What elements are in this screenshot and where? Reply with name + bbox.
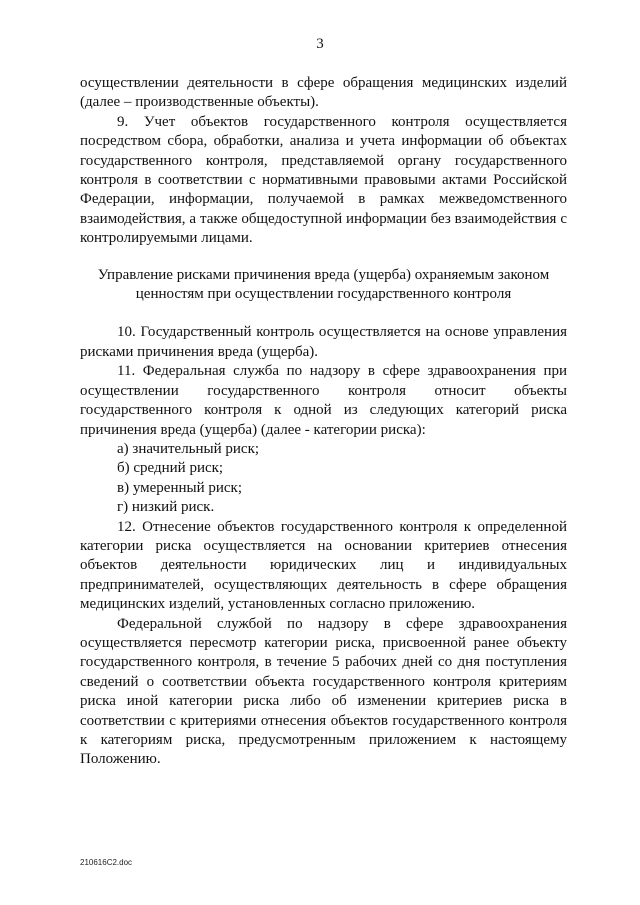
risk-category-b: б) средний риск;	[117, 460, 224, 477]
paragraph-9: 9. Учет объектов государственного контроля осуществляется посредством сбора, обработки, анализа и учета информации об объектах государственного контроля, представляемой органу государственного контроля в соответствии с нормативными правовыми актами Российской Федерации, информации, получаемой в рамках межведомственного взаимодействия, а также общедоступной информации без взаимодействия с контролируемыми лицами.	[80, 113, 567, 247]
section-heading-line-1: Управление рисками причинения вреда (ущерба) охраняемым законом	[97, 266, 550, 283]
paragraph-10: 10. Государственный контроль осуществляется на основе управления рисками причинения вреда (ущерба).	[80, 324, 567, 360]
risk-category-c: в) умеренный риск;	[117, 479, 242, 496]
section-heading	[80, 266, 567, 305]
page-number: 3	[316, 36, 324, 52]
paragraph-12: 12. Отнесение объектов государственного контроля к определенной категории риска осуществляется на основании критериев отнесения объектов деятельности юридических лиц и индивидуальных предпринимателей, осуществляющих деятельность в сфере обращения медицинских изделий, установленных согласно приложению.	[80, 518, 567, 613]
section-heading-line-2: ценностям при осуществлении государственного контроля	[135, 286, 512, 303]
document-body	[80, 74, 567, 770]
paragraph-11: 11. Федеральная служба по надзору в сфере здравоохранения при осуществлении государственного контроля относит объекты государственного контроля к одной из следующих категорий риска причинения вреда (ущерба) (далее - категории риска):	[80, 363, 567, 438]
footer-document-code: 210616C2.doc	[80, 858, 133, 867]
paragraph-12-continuation: Федеральной службой по надзору в сфере здравоохранения осуществляется пересмотр категории риска, присвоенной ранее объекту государственного контроля, в течение 5 рабочих дней со дня поступления сведений о соответствии объекта государственного контроля критериям риска иной категории риска либо об изменении критериев риска в соответствии с критериями отнесения объектов государственного контроля к категориям риска, предусмотренным приложением к настоящему Положению.	[80, 615, 567, 768]
paragraph-continuation: осуществлении деятельности в сфере обращения медицинских изделий (далее – производственные объекты).	[80, 75, 567, 111]
risk-category-a: а) значительный риск;	[117, 440, 260, 457]
risk-category-d: г) низкий риск.	[117, 499, 215, 516]
